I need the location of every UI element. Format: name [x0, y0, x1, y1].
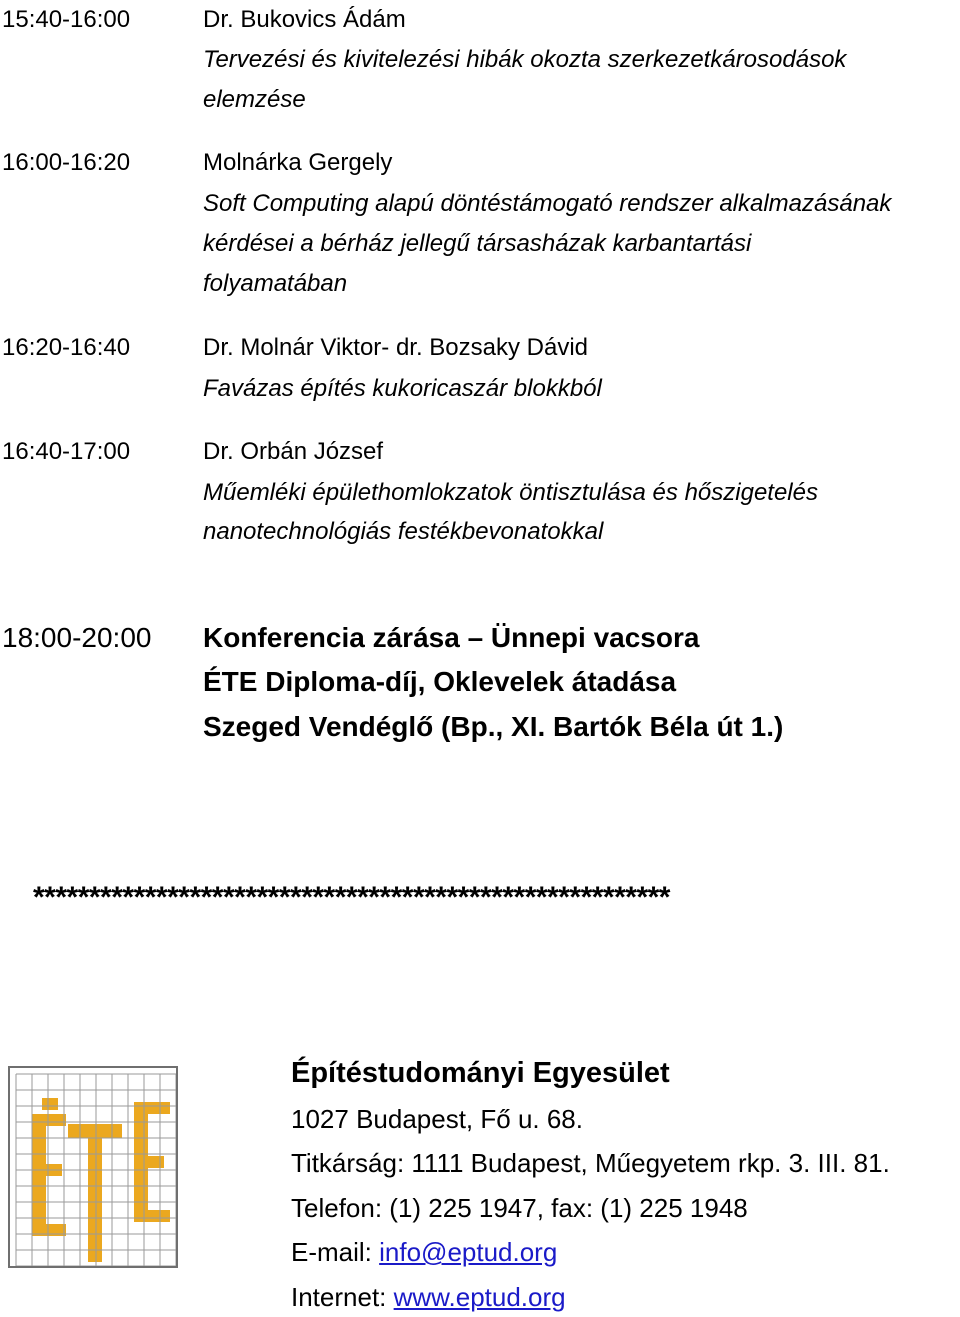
email-label: E-mail:	[291, 1237, 380, 1267]
session-title-line: elemzése	[203, 86, 306, 113]
session-time: 16:20-16:40	[2, 334, 131, 361]
session-time: 16:40-17:00	[2, 438, 131, 465]
session-speaker: Dr. Orbán József	[203, 438, 384, 465]
organization-address: 1027 Budapest, Fő u. 68.	[291, 1104, 583, 1134]
internet-line	[291, 1277, 566, 1317]
website-link[interactable]: www.eptud.org	[393, 1282, 566, 1312]
session-title-line: nanotechnológiás festékbevonatokkal	[203, 518, 604, 545]
internet-label: Internet:	[291, 1282, 394, 1312]
session-speaker: Molnárka Gergely	[203, 149, 393, 176]
separator-stars: *********************************************************	[33, 881, 670, 914]
session-title-line: Favázas építés kukoricaszár blokkból	[203, 375, 602, 402]
email-link[interactable]: info@eptud.org	[379, 1237, 558, 1267]
session-title-line: folyamatában	[203, 270, 348, 297]
ete-logo-icon	[8, 1066, 178, 1268]
session-time: 16:00-16:20	[2, 149, 131, 176]
closing-line: ÉTE Diploma-díj, Oklevelek átadása	[203, 666, 677, 697]
session-speaker: Dr. Bukovics Ádám	[203, 6, 406, 33]
session-title-line: Műemléki épülethomlokzatok öntisztulása és hőszigetelés	[203, 479, 818, 506]
organization-name: Építéstudományi Egyesület	[291, 1057, 670, 1089]
session-title-line: kérdései a bérház jellegű társasházak karbantartási	[203, 230, 752, 257]
closing-line: Konferencia zárása – Ünnepi vacsora	[203, 622, 700, 653]
closing-line: Szeged Vendéglő (Bp., XI. Bartók Béla út 1.)	[203, 711, 784, 742]
organization-secretariat: Titkárság: 1111 Budapest, Műegyetem rkp. 3. III. 81.	[291, 1148, 890, 1178]
session-title-line: Tervezési és kivitelezési hibák okozta szerkezetkárosodások	[203, 46, 847, 73]
session-time: 15:40-16:00	[2, 6, 131, 33]
session-title-line: Soft Computing alapú döntéstámogató rendszer alkalmazásának	[203, 190, 892, 217]
session-speaker: Dr. Molnár Viktor- dr. Bozsaky Dávid	[203, 334, 589, 361]
organization-phone-fax: Telefon: (1) 225 1947, fax: (1) 225 1948	[291, 1193, 748, 1223]
email-line	[291, 1232, 557, 1272]
closing-time: 18:00-20:00	[2, 622, 152, 653]
